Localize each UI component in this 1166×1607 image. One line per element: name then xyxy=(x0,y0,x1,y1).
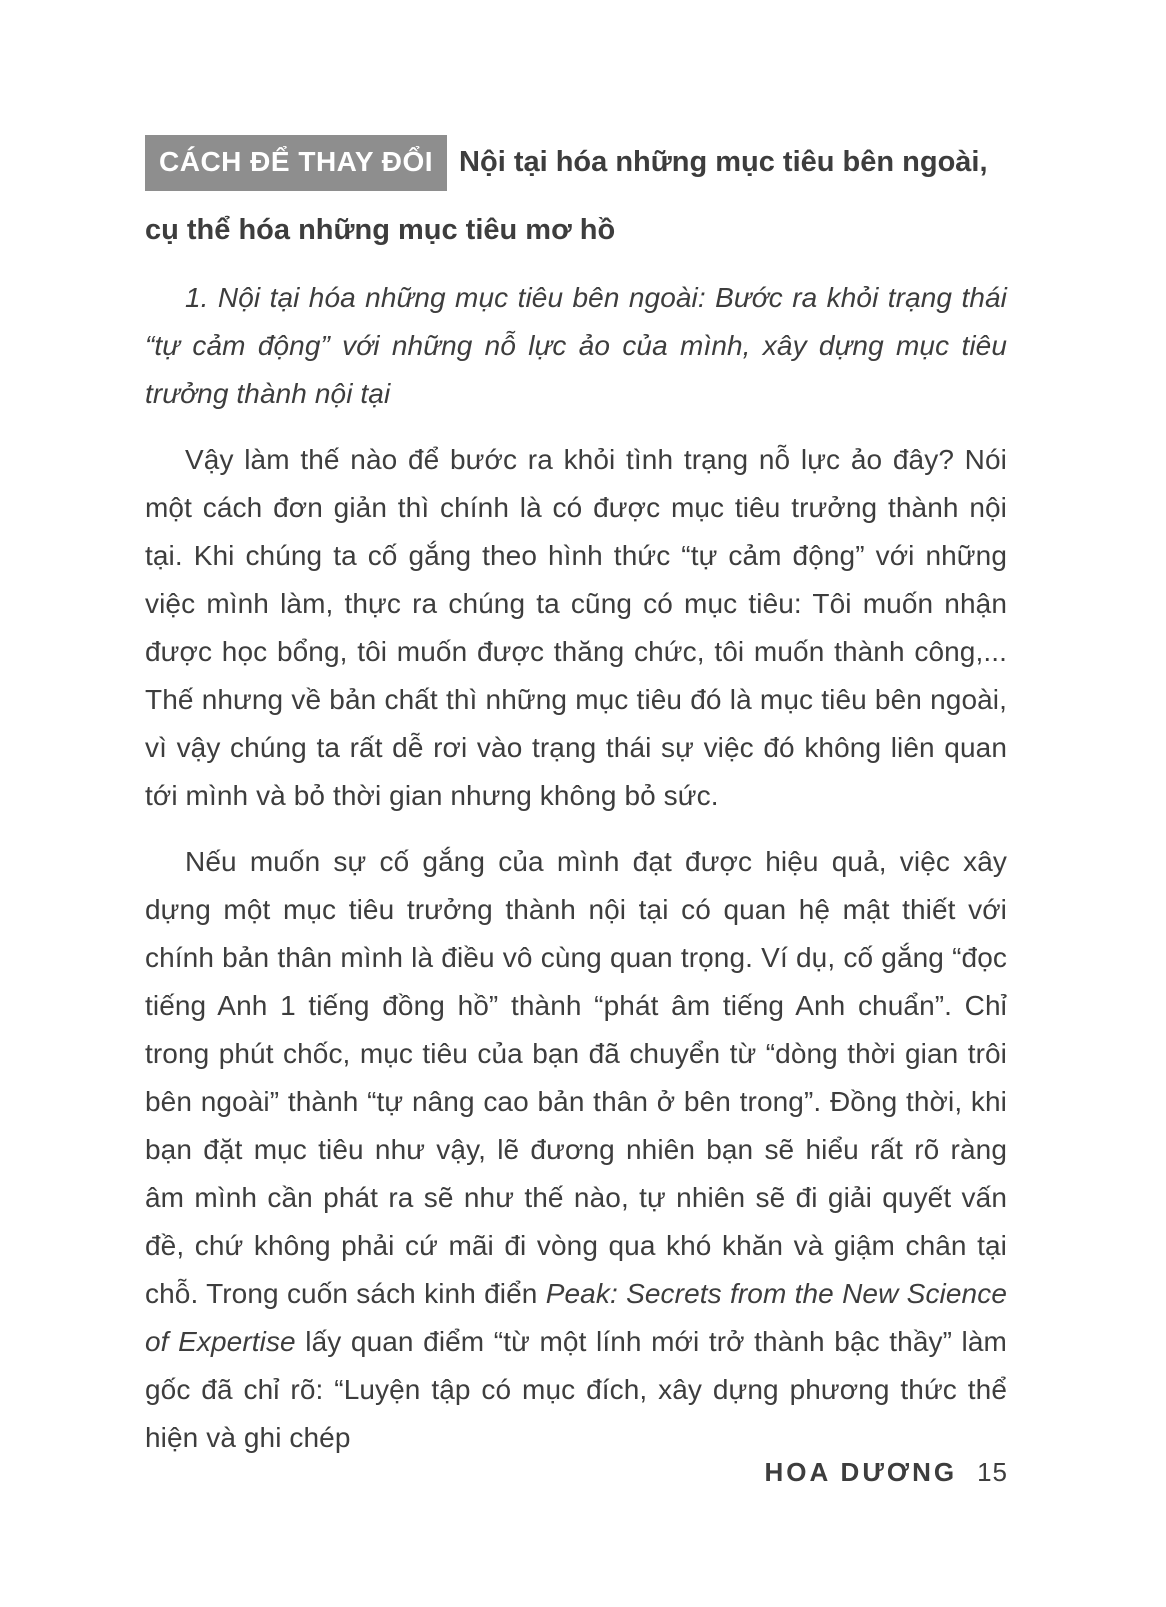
text-segment: Vậy làm thế nào để bước ra khỏi tình trạng nỗ lực ảo đây? Nói một cách đơn giản thì chính là có được mục tiêu trưởng thành nội tại. Khi chúng ta cố gắng theo hình thức “tự cảm động” với những việc mình làm, thực ra chúng ta cũng có mục tiêu: Tôi muốn nhận được học bổng, tôi muốn được thăng chức, tôi muốn thành công,... Thế nhưng về bản chất thì những mục tiêu đó là mục tiêu bên ngoài, vì vậy chúng ta rất dễ rơi vào trạng thái sự việc đó không liên quan tới mình và bỏ thời gian nhưng không bỏ sức. xyxy=(145,444,1007,811)
paragraph xyxy=(145,838,1007,1462)
text-segment: lấy quan điểm “từ một lính mới trở thành bậc thầy” làm gốc đã chỉ rõ: “Luyện tập có mục đích, xây dựng phương thức thể hiện và ghi chép xyxy=(145,1326,1007,1453)
paragraph xyxy=(145,436,1007,820)
section-heading xyxy=(145,128,1007,264)
page-footer xyxy=(765,1455,1008,1489)
body-text xyxy=(145,274,1007,1462)
page-number: 15 xyxy=(977,1457,1008,1487)
italic-text-segment: Peak: Secrets from the New Science of Expertise xyxy=(145,1278,1007,1357)
text-segment: Nếu muốn sự cố gắng của mình đạt được hiệu quả, việc xây dựng một mục tiêu trưởng thành nội tại có quan hệ mật thiết với chính bản thân mình là điều vô cùng quan trọng. Ví dụ, cố gắng “đọc tiếng Anh 1 tiếng đồng hồ” thành “phát âm tiếng Anh chuẩn”. Chỉ trong phút chốc, mục tiêu của bạn đã chuyển từ “dòng thời gian trôi bên ngoài” thành “tự nâng cao bản thân ở bên trong”. Đồng thời, khi bạn đặt mục tiêu như vậy, lẽ đương nhiên bạn sẽ hiểu rất rõ ràng âm mình cần phát ra sẽ như thế nào, tự nhiên sẽ đi giải quyết vấn đề, chứ không phải cứ mãi đi vòng qua khó khăn và giậm chân tại chỗ. Trong cuốn sách kinh điển xyxy=(145,846,1007,1309)
page-content xyxy=(145,128,1007,1480)
paragraph xyxy=(145,274,1007,418)
section-badge: CÁCH ĐỂ THAY ĐỔI xyxy=(145,135,447,191)
running-head-author: HOA DƯƠNG xyxy=(764,1457,958,1487)
italic-text-segment: 1. Nội tại hóa những mục tiêu bên ngoài: Bước ra khỏi trạng thái “tự cảm động” với những nỗ lực ảo của mình, xây dựng mục tiêu trưởng thành nội tại xyxy=(145,282,1007,409)
section-title: Nội tại hóa những mục tiêu bên ngoài, cụ thể hóa những mục tiêu mơ hồ xyxy=(145,146,988,246)
